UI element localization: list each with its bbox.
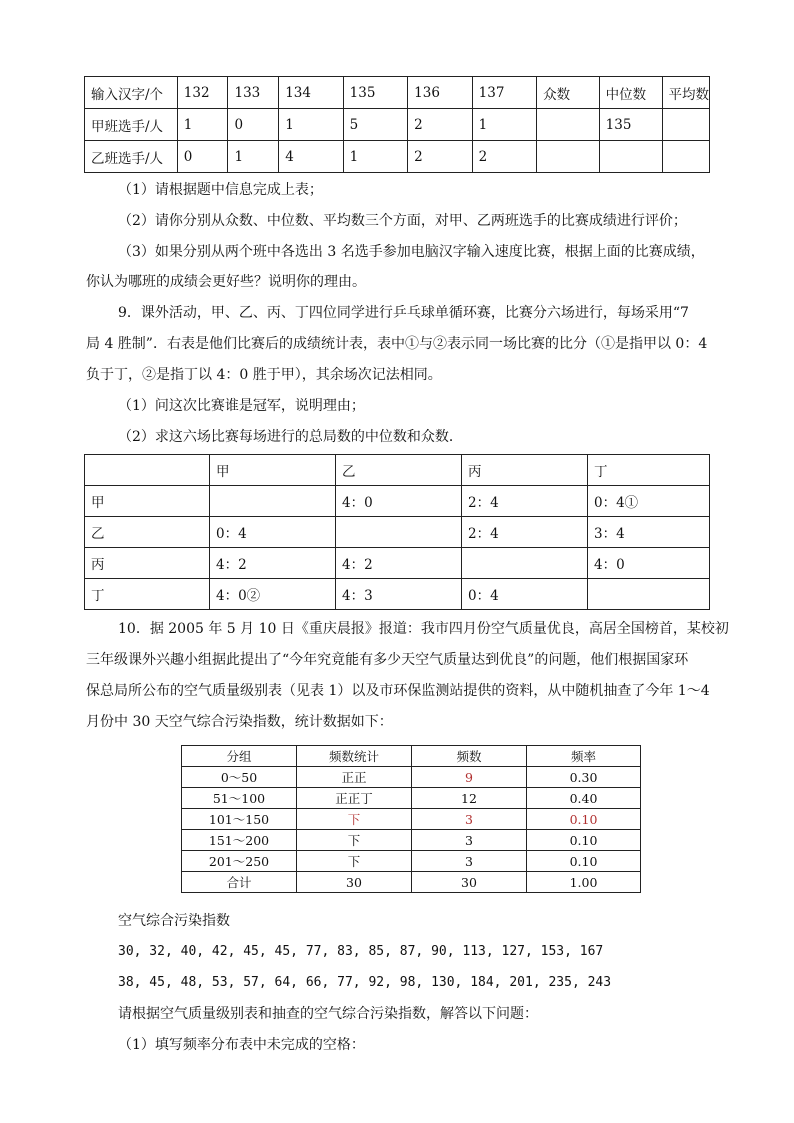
table-row [85, 517, 710, 548]
table-cell [85, 455, 210, 486]
table-cell: 0：4 [210, 517, 336, 548]
table-cell: 151～200 [182, 830, 297, 851]
pollution-row-2: 38, 45, 48, 53, 57, 64, 66, 77, 92, 98, 130, 184, 201, 235, 243 [118, 975, 612, 990]
table-cell: 0.40 [527, 788, 641, 809]
q10-part1: （1）填写频率分布表中未完成的空格： [118, 1037, 365, 1053]
table-cell: 135 [599, 109, 662, 141]
table-cell: 1 [472, 109, 536, 141]
q8-part3-line1: （3）如果分别从两个班中各选出 3 名选手参加电脑汉字输入速度比赛，根据上面的比赛成绩， [118, 244, 705, 260]
table-row [182, 872, 641, 893]
table-row [85, 109, 710, 141]
input-speed-table [84, 76, 710, 173]
table-cell: 0.10 [527, 809, 641, 830]
match-score-table [84, 454, 710, 610]
table-cell: 平均数 [662, 77, 710, 109]
table-cell: 2 [472, 141, 536, 173]
table-cell: 1.00 [527, 872, 641, 893]
pollution-instruction: 请根据空气质量级别表和抽查的空气综合污染指数，解答以下问题： [118, 1006, 538, 1022]
table-cell [662, 109, 710, 141]
table-cell: 4：2 [336, 548, 462, 579]
table-cell: 0.10 [527, 851, 641, 872]
table-cell: 0～50 [182, 767, 297, 788]
frequency-table [181, 745, 641, 893]
table-cell: 甲 [85, 486, 210, 517]
table-cell: 甲 [210, 455, 336, 486]
table-row [85, 455, 710, 486]
table-cell [588, 579, 710, 610]
table-row [182, 851, 641, 872]
q10-line3: 保总局所公布的空气质量级别表（见表 1）以及市环保监测站提供的资料，从中随机抽查了今年 1～4 [86, 683, 710, 699]
table-cell: 正正丁 [297, 788, 412, 809]
table-row [182, 767, 641, 788]
q8-part2: （2）请你分别从众数、中位数、平均数三个方面，对甲、乙两班选手的比赛成绩进行评价； [118, 213, 687, 229]
table-cell: 0 [228, 109, 279, 141]
table-cell: 丙 [85, 548, 210, 579]
table-cell [537, 141, 600, 173]
pollution-title: 空气综合污染指数 [118, 913, 230, 929]
table-cell [662, 141, 710, 173]
table-cell: 频率 [527, 746, 641, 767]
table-cell [210, 486, 336, 517]
table-cell: 5 [343, 109, 407, 141]
q8-part1: （1）请根据题中信息完成上表； [118, 182, 323, 198]
table-cell: 下 [297, 809, 412, 830]
table-cell: 丁 [588, 455, 710, 486]
table-cell: 输入汉字/个 [85, 77, 178, 109]
table-row [85, 141, 710, 173]
table-cell: 众数 [537, 77, 600, 109]
q9-line3: 负于丁，②是指丁以 4：0 胜于甲），其余场次记法相同。 [86, 367, 442, 383]
table-row [85, 77, 710, 109]
table-cell: 频数统计 [297, 746, 412, 767]
table-row [85, 579, 710, 610]
table-cell [462, 548, 588, 579]
table-cell [336, 517, 462, 548]
table-cell: 30 [297, 872, 412, 893]
table-cell: 4：3 [336, 579, 462, 610]
table-cell: 甲班选手/人 [85, 109, 178, 141]
q8-part3-line2: 你认为哪班的成绩会更好些？说明你的理由。 [86, 274, 366, 290]
table-row [182, 809, 641, 830]
table-cell: 134 [279, 77, 343, 109]
table-cell: 4：0② [210, 579, 336, 610]
q9-line2: 局 4 胜制”．右表是他们比赛后的成绩统计表，表中①与②表示同一场比赛的比分（①是指甲以 0：4 [86, 336, 708, 352]
table-cell: 9 [412, 767, 527, 788]
table-cell: 1 [279, 109, 343, 141]
table-cell: 4：0 [336, 486, 462, 517]
table-cell: 4：2 [210, 548, 336, 579]
table-cell: 正正 [297, 767, 412, 788]
table-cell: 135 [343, 77, 407, 109]
table-cell: 合计 [182, 872, 297, 893]
table-cell: 下 [297, 830, 412, 851]
table-cell: 136 [408, 77, 472, 109]
table-cell [537, 109, 600, 141]
table-cell: 3 [412, 851, 527, 872]
q9-part1: （1）问这次比赛谁是冠军，说明理由； [118, 398, 365, 414]
table-row [182, 746, 641, 767]
table-cell: 0.30 [527, 767, 641, 788]
table-cell: 乙 [336, 455, 462, 486]
table-row [85, 486, 710, 517]
q9-line1: 9．课外活动，甲、乙、丙、丁四位同学进行乒乓球单循环赛，比赛分六场进行，每场采用“7 [118, 305, 689, 321]
table-row [182, 830, 641, 851]
table-cell: 1 [177, 109, 228, 141]
table-cell: 丁 [85, 579, 210, 610]
table-cell: 137 [472, 77, 536, 109]
table-cell: 132 [177, 77, 228, 109]
table-cell: 4：0 [588, 548, 710, 579]
table-row [182, 788, 641, 809]
table-cell: 0.10 [527, 830, 641, 851]
table-cell: 1 [228, 141, 279, 173]
table-cell: 3 [412, 830, 527, 851]
table-cell: 乙 [85, 517, 210, 548]
table-cell: 133 [228, 77, 279, 109]
q10-line2: 三年级课外兴趣小组据此提出了“今年究竟能有多少天空气质量达到优良”的问题，他们根据国家环 [86, 652, 689, 668]
table-cell: 2 [408, 141, 472, 173]
table-cell: 101～150 [182, 809, 297, 830]
table-cell: 0 [177, 141, 228, 173]
table-cell: 丙 [462, 455, 588, 486]
table-cell: 12 [412, 788, 527, 809]
table-cell: 中位数 [599, 77, 662, 109]
table-cell: 30 [412, 872, 527, 893]
table-cell: 下 [297, 851, 412, 872]
pollution-row-1: 30, 32, 40, 42, 45, 45, 77, 83, 85, 87, 90, 113, 127, 153, 167 [118, 944, 604, 959]
table-cell: 2 [408, 109, 472, 141]
q9-part2: （2）求这六场比赛每场进行的总局数的中位数和众数． [118, 429, 463, 445]
table-cell: 0：4 [462, 579, 588, 610]
table-cell: 分组 [182, 746, 297, 767]
table-cell: 3 [412, 809, 527, 830]
table-cell: 3：4 [588, 517, 710, 548]
table-cell: 2：4 [462, 486, 588, 517]
q10-line1: 10．据 2005 年 5 月 10 日《重庆晨报》报道：我市四月份空气质量优良，高居全国榜首，某校初 [118, 621, 729, 637]
table-cell [599, 141, 662, 173]
table-cell: 4 [279, 141, 343, 173]
table-cell: 51～100 [182, 788, 297, 809]
table-cell: 频数 [412, 746, 527, 767]
table-cell: 201～250 [182, 851, 297, 872]
table-cell: 乙班选手/人 [85, 141, 178, 173]
table-cell: 1 [343, 141, 407, 173]
table-cell: 0：4① [588, 486, 710, 517]
table-cell: 2：4 [462, 517, 588, 548]
table-row [85, 548, 710, 579]
q10-line4: 月份中 30 天空气综合污染指数，统计数据如下： [86, 714, 393, 730]
